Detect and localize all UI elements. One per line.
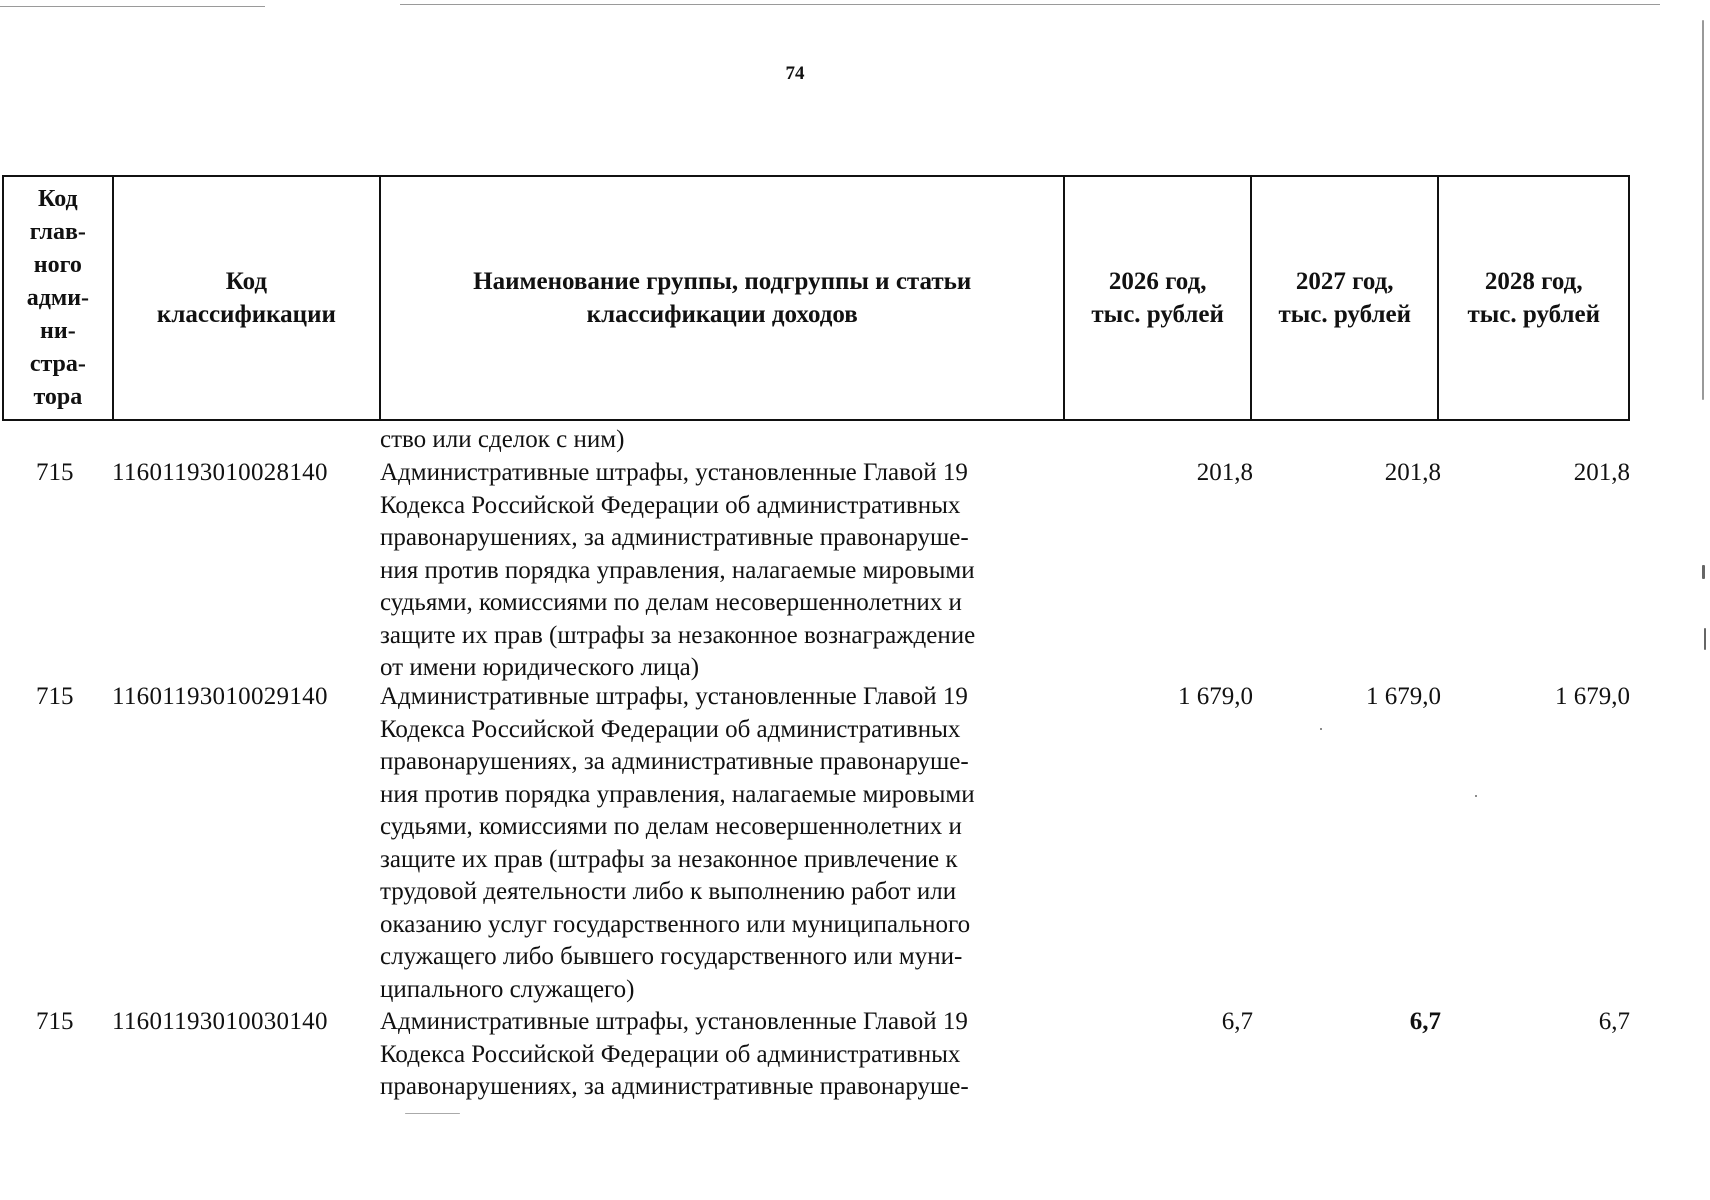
description-line: ния против порядка управления, налагаемые мировыми <box>380 780 975 808</box>
value-2026: 1 679,0 <box>1178 683 1253 710</box>
admin-code: 715 <box>36 1008 74 1035</box>
scan-speck <box>1704 628 1706 650</box>
classification-code: 11601193010028140 <box>112 459 328 486</box>
header-year-2026: 2026 год, тыс. рублей <box>1065 177 1252 419</box>
classification-code: 11601193010029140 <box>112 683 328 710</box>
admin-code: 715 <box>36 683 74 710</box>
description-line: правонарушениях, за административные правонаруше- <box>380 1073 969 1100</box>
scan-speck <box>405 1113 460 1114</box>
scan-speck <box>1475 795 1477 797</box>
description-line: Административные штрафы, установленные Главой 19 <box>380 683 968 710</box>
description-line: Административные штрафы, установленные Главой 19 <box>380 459 968 486</box>
value-2028: 6,7 <box>1598 1008 1630 1035</box>
description-line: ния против порядка управления, налагаемые мировыми <box>380 556 975 584</box>
scan-speck <box>1702 565 1705 579</box>
value-2027: 201,8 <box>1384 459 1441 486</box>
description-line: Кодекса Российской Федерации об административных <box>380 491 961 519</box>
value-2026: 6,7 <box>1221 1008 1253 1035</box>
description-line: трудовой деятельности либо к выполнению работ или <box>380 878 957 905</box>
scan-line <box>0 6 265 7</box>
description-line: защите их прав (штрафы за незаконное привлечение к <box>380 845 958 873</box>
value-2027: 6,7 <box>1409 1008 1441 1035</box>
table-header <box>2 175 1630 421</box>
value-2026: 201,8 <box>1196 459 1253 486</box>
scan-speck <box>1702 20 1704 400</box>
description-line: служащего либо бывшего государственного или муни- <box>380 943 963 970</box>
scan-speck <box>1320 728 1322 730</box>
description-line: оказанию услуг государственного или муниципального <box>380 910 971 938</box>
value-2028: 201,8 <box>1573 459 1630 486</box>
header-admin-code: Код глав- ного адми- ни- стра- тора <box>4 177 114 419</box>
value-2028: 1 679,0 <box>1555 683 1630 710</box>
page-number: 74 <box>785 63 805 84</box>
row-description <box>380 1006 1080 1104</box>
description-line: Административные штрафы, установленные Главой 19 <box>380 1008 968 1035</box>
value-2027: 1 679,0 <box>1366 683 1441 710</box>
header-classification-code: Код классификации <box>114 177 381 419</box>
description-line: Кодекса Российской Федерации об административных <box>380 1040 961 1068</box>
description-line: от имени юридического лица) <box>380 654 700 681</box>
description-line: ципального служащего) <box>380 975 635 1003</box>
description-line: Кодекса Российской Федерации об административных <box>380 715 961 743</box>
continuation-text: ство или сделок с ним) <box>380 426 625 453</box>
header-year-2027: 2027 год, тыс. рублей <box>1252 177 1440 419</box>
description-line: защите их прав (штрафы за незаконное вознаграждение <box>380 621 976 649</box>
classification-code: 11601193010030140 <box>112 1008 328 1035</box>
description-line: правонарушениях, за административные правонаруше- <box>380 524 969 551</box>
header-year-2028: 2028 год, тыс. рублей <box>1467 268 1601 328</box>
header-name: Наименование группы, подгруппы и статьи классификации доходов <box>381 177 1065 419</box>
row-description <box>380 681 1080 1006</box>
description-line: правонарушениях, за административные правонаруше- <box>380 748 969 775</box>
admin-code: 715 <box>36 459 74 486</box>
row-description <box>380 457 1080 685</box>
description-line: судьями, комиссиями по делам несовершеннолетних и <box>380 813 962 840</box>
description-line: судьями, комиссиями по делам несовершеннолетних и <box>380 589 962 616</box>
scan-line <box>400 4 1660 5</box>
